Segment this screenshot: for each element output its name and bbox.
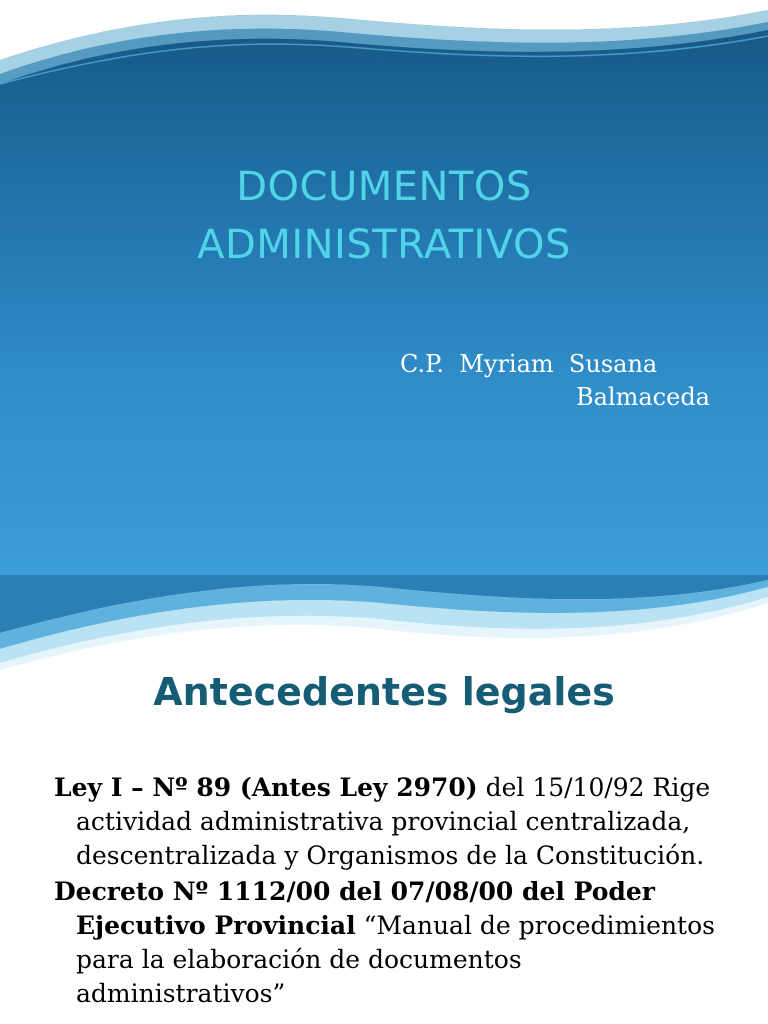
item-bold: Decreto Nº 1112/00 del 07/08/00 del Poder Ejecutivo Provincial	[54, 877, 655, 940]
wave-decoration	[0, 575, 768, 670]
item-text: “Manual de procedimientos para la elaboración de documentos administrativos”	[76, 911, 715, 1008]
wave-decoration	[0, 0, 768, 90]
slide-title-heading	[0, 158, 768, 274]
legal-list	[54, 771, 734, 1013]
slide-heading: Antecedentes legales	[153, 670, 615, 714]
slide-legal-background	[0, 575, 768, 1024]
author-line-1: C.P. Myriam Susana	[400, 350, 658, 378]
author-line-2: Balmaceda	[575, 383, 710, 411]
title-line-1: DOCUMENTOS	[236, 164, 532, 210]
list-item	[54, 771, 734, 873]
item-bold: Ley I – Nº 89 (Antes Ley 2970)	[54, 773, 478, 802]
list-item	[54, 875, 734, 1011]
author-name	[400, 348, 710, 414]
item-text: del 15/10/92 Rige actividad administrativa provincial centralizada, descentralizada y Organismos de la Constitución.	[76, 773, 711, 870]
title-line-2: ADMINISTRATIVOS	[197, 222, 571, 268]
